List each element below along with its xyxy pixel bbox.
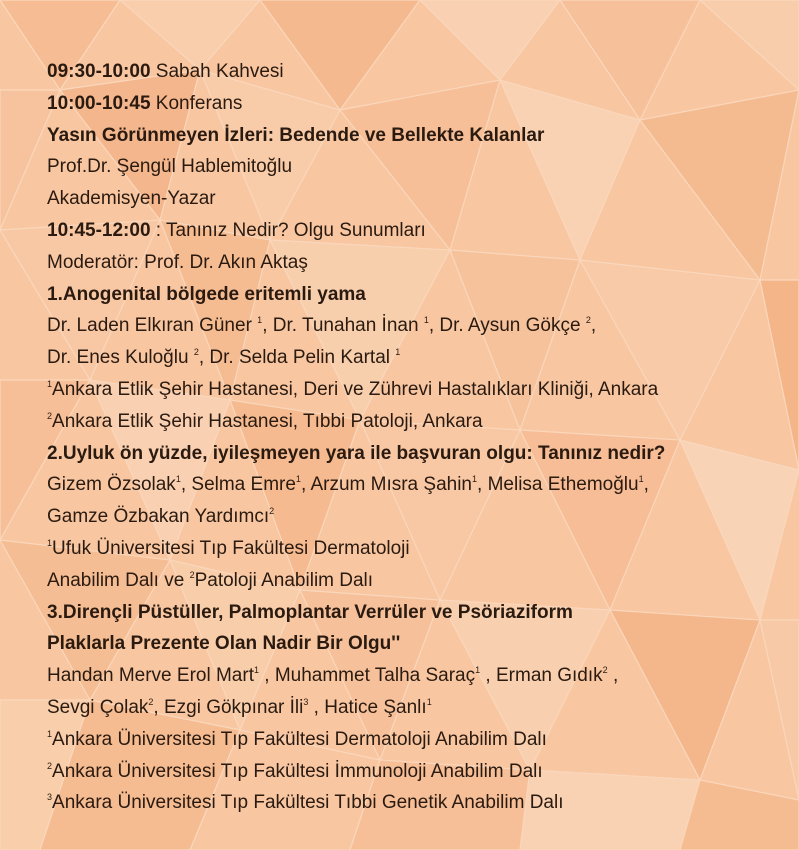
session-text: Moderatör: Prof. Dr. Akın Aktaş <box>47 251 308 273</box>
author-name: Dr. Enes Kuloğlu <box>47 347 194 369</box>
author-line <box>47 501 787 533</box>
author-separator: , <box>258 665 275 687</box>
author-affiliation-number: 1 <box>295 474 301 485</box>
affiliation-text: Patoloji Anabilim Dalı <box>194 569 374 591</box>
author-separator: , <box>480 665 496 687</box>
affiliation-number: 2 <box>47 410 53 421</box>
affiliation-line <box>47 565 787 597</box>
author-line <box>47 469 787 501</box>
affiliation-text: Ankara Üniversitesi Tıp Fakültesi İmmunoloji Anabilim Dalı <box>52 760 543 782</box>
program-line <box>47 56 787 88</box>
affiliation-text: Ankara Üniversitesi Tıp Fakültesi Tıbbi Genetik Anabilim Dalı <box>52 792 564 814</box>
author-name: Dr. Laden Elkıran Güner <box>47 315 258 337</box>
affiliation-number: 3 <box>47 792 53 803</box>
author-affiliation-number: 2 <box>193 347 199 358</box>
session-text: Konferans <box>150 92 243 114</box>
author-name: Arzum Mısra Şahin <box>310 474 472 496</box>
author-separator: , <box>590 315 597 337</box>
author-separator: , <box>428 315 440 337</box>
session-text: : Tanınız Nedir? Olgu Sunumları <box>150 219 426 241</box>
affiliation-line <box>47 533 787 565</box>
author-separator: , <box>477 474 488 496</box>
affiliation-line <box>47 374 787 406</box>
author-affiliation-number: 1 <box>257 315 263 326</box>
author-affiliation-number: 1 <box>423 315 429 326</box>
affiliation-text: Anabilim Dalı ve <box>47 569 190 591</box>
author-affiliation-number: 1 <box>253 665 259 676</box>
case-title: 2.Uyluk ön yüzde, iyileşmeyen yara ile başvuran olgu: Tanınız nedir? <box>47 442 666 464</box>
author-name: Dr. Aysun Gökçe <box>439 315 586 337</box>
affiliation-text: Ankara Etlik Şehir Hastanesi, Tıbbi Patoloji, Ankara <box>52 410 483 432</box>
author-affiliation-number: 3 <box>303 696 309 707</box>
author-name: Dr. Tunahan İnan <box>272 315 424 337</box>
author-line <box>47 660 787 692</box>
session-text: Akademisyen-Yazar <box>47 188 216 210</box>
affiliation-number: 1 <box>47 378 53 389</box>
author-separator: , <box>262 315 273 337</box>
author-separator: , <box>198 347 210 369</box>
case-title: 1.Anogenital bölgede eritemli yama <box>47 283 366 305</box>
affiliation-text: Ankara Etlik Şehir Hastanesi, Deri ve Zührevi Hastalıkları Kliniği, Ankara <box>52 378 659 400</box>
session-title: Yasın Görünmeyen İzleri: Bedende ve Bellekte Kalanlar <box>47 124 545 146</box>
author-affiliation-number: 1 <box>395 347 401 358</box>
author-separator: , <box>153 696 164 718</box>
program-text <box>47 56 787 819</box>
author-name: Selma Emre <box>191 474 296 496</box>
author-name: Dr. Selda Pelin Kartal <box>209 347 396 369</box>
affiliation-number: 1 <box>47 728 53 739</box>
program-line <box>47 183 787 215</box>
author-line <box>47 692 787 724</box>
affiliation-line <box>47 724 787 756</box>
author-separator: , <box>300 474 311 496</box>
affiliation-line <box>47 756 787 788</box>
session-time: 10:45-12:00 <box>47 219 151 241</box>
author-separator: , <box>180 474 192 496</box>
author-separator: , <box>643 474 649 496</box>
author-affiliation-number: 2 <box>148 696 154 707</box>
affiliation-text: Ufuk Üniversitesi Tıp Fakültesi Dermatoloji <box>52 537 410 559</box>
author-line <box>47 342 787 374</box>
session-text: Prof.Dr. Şengül Hablemitoğlu <box>47 156 293 178</box>
author-affiliation-number: 1 <box>472 474 478 485</box>
author-affiliation-number: 1 <box>638 474 644 485</box>
author-name: Gamze Özbakan Yardımcı <box>47 506 270 528</box>
affiliation-line <box>47 787 787 819</box>
session-time: 10:00-10:45 <box>47 92 151 114</box>
author-affiliation-number: 1 <box>475 665 481 676</box>
session-text: Sabah Kahvesi <box>150 61 284 82</box>
author-affiliation-number: 1 <box>175 474 181 485</box>
author-name: Erman Gıdık <box>496 665 603 687</box>
author-name: Muhammet Talha Saraç <box>274 665 476 687</box>
author-name: Sevgi Çolak <box>47 696 149 718</box>
author-separator: , <box>607 665 619 687</box>
program-line <box>47 120 787 152</box>
case-title: 3.Dirençli Püstüller, Palmoplantar Verrüler ve Psöriaziform <box>47 601 573 623</box>
author-line <box>47 310 787 342</box>
affiliation-number: 1 <box>47 537 53 548</box>
affiliation-text: Ankara Üniversitesi Tıp Fakültesi Dermatoloji Anabilim Dalı <box>52 728 547 750</box>
author-name: Handan Merve Erol Mart <box>47 665 254 687</box>
author-affiliation-number: 2 <box>602 665 608 676</box>
affiliation-number: 2 <box>189 569 195 580</box>
case-title: Plaklarla Prezente Olan Nadir Bir Olgu'' <box>47 633 401 655</box>
author-affiliation-number: 2 <box>269 506 275 517</box>
author-name: Gizem Özsolak <box>47 474 176 496</box>
session-time: 09:30-10:00 <box>47 61 151 82</box>
author-separator: , <box>308 696 325 718</box>
author-affiliation-number: 2 <box>585 315 591 326</box>
program-line <box>47 151 787 183</box>
affiliation-number: 2 <box>47 760 53 771</box>
author-name: Hatice Şanlı <box>324 696 427 718</box>
author-name: Ezgi Gökpınar İli <box>163 696 304 718</box>
program-line <box>47 215 787 247</box>
program-line <box>47 247 787 279</box>
program-line <box>47 88 787 120</box>
affiliation-line <box>47 406 787 438</box>
author-affiliation-number: 1 <box>426 696 432 707</box>
author-name: Melisa Ethemoğlu <box>487 474 639 496</box>
